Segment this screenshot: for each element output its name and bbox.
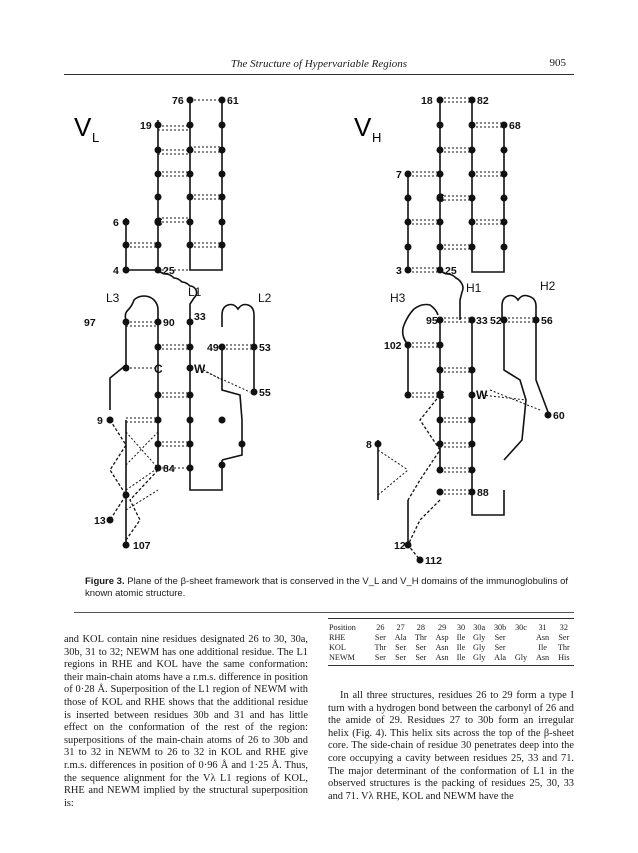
vl-res-6: 6 [113,217,119,229]
vl-trp: W [194,362,206,376]
vl-res-61: 61 [227,95,239,107]
vh-res-102: 102 [384,340,402,352]
table-cell: KOL [329,643,346,652]
table-header-cell: 30a [473,623,486,632]
beta-sheet-figure [0,75,638,575]
table-cell: Asn [535,653,550,662]
table-cell: RHE [329,633,346,642]
table-cell: Ile [456,653,466,662]
vh-res-8: 8 [366,439,372,451]
vh-cys-top: C [436,191,445,205]
table-cell: Ser [415,643,427,652]
vh-res-88: 88 [477,487,489,499]
vl-loop-L2: L2 [258,291,272,305]
table-cell: Asn [535,633,550,642]
vh-res-12: 12 [394,540,406,552]
table-cell [511,633,532,643]
table-row [328,633,574,643]
table-header-cell: 30 [456,623,466,632]
vh-domain-sub: H [372,130,382,145]
vh-res-7: 7 [396,169,402,181]
table-cell: His [558,653,570,662]
table-row [328,643,574,653]
vl-res-97: 97 [84,317,96,329]
vh-res-52: 52 [490,315,502,327]
table-cell: NEWM [329,653,355,662]
vl-res-55: 55 [259,387,271,399]
vh-res-18: 18 [421,95,433,107]
table-cell: Thr [414,633,427,642]
vl-res-19: 19 [140,120,152,132]
vh-res-95: 95 [426,315,438,327]
vh-loop-H2: H2 [540,279,556,293]
vh-res-68: 68 [509,120,521,132]
table-cell: Ile [538,643,547,652]
vl-res-4: 4 [113,265,119,277]
table-header-cell: 31 [538,623,547,632]
vl-cys-top: C [154,215,163,229]
table-header-cell: 26 [376,623,385,632]
vh-res-112: 112 [425,555,442,567]
table-cell: Ser [558,633,570,642]
vl-res-90: 90 [163,317,175,329]
vh-res-60: 60 [553,410,565,422]
table-cell: Ser [395,653,407,662]
table-cell: Ser [494,643,506,652]
page-number: 905 [549,57,566,69]
table-header-cell: 30b [493,623,507,632]
left-column-text: and KOL contain nine residues designated 26 to 30, 30a, 30b, 31 to 32; NEWM has one additional residue. The L1 regions in RHE and KOL have the same conformation: their main-chain atoms have a r.m.s. difference in position of 0·28 Å. Superposition of the L1 region of NEWM with those of KOL and RHE shows that the additional residue is inserted between residues 30b and 31 and has little effect on the conformation of the rest of the region: superpositions of the main-chain atoms of 26 to 30b and 31 to 32 in NEWM to 26 to 32 in KOL and RHE give r.m.s. differences in position of 0·96 Å and 1·25 Å. Thus, the sequence alignment for the Vλ L1 regions of KOL, RHE and NEWM implied by the structural superposition is: [64,634,308,809]
vh-res-3: 3 [396,265,402,277]
vl-res-76: 76 [172,95,184,107]
table-header-cell: 29 [437,623,447,632]
vl-domain-sub: L [92,130,100,145]
table-cell: Ile [456,643,466,652]
table-header-cell: 28 [416,623,425,632]
table-header-row [328,623,574,633]
table-top-rule [328,618,574,619]
table-bottom-rule [328,665,574,666]
vh-domain-label: V [354,112,372,142]
vl-res-107: 107 [133,540,151,552]
table-cell: Asn [435,643,449,652]
residue-table-block [328,618,574,666]
vl-res-25: 25 [163,265,175,277]
table-cell: Asn [435,653,449,662]
table-cell: Gly [473,643,486,652]
vh-trp: W [476,388,488,402]
table-header-cell: 27 [396,623,405,632]
table-row [328,653,574,663]
table-cell: Ile [456,633,466,642]
vh-loop-H3: H3 [390,291,406,305]
vl-loop-L1: L1 [188,285,202,299]
residue-table [328,623,574,663]
table-cell: Gly [473,653,486,662]
vh-res-82: 82 [477,95,489,107]
caption-rule [74,612,574,613]
caption-text: Plane of the β-sheet framework that is conserved in the V_L and V_H domains of the immunoglobulins of known atomic structure. [85,576,569,599]
table-header-cell: Position [329,623,356,632]
vh-res-56: 56 [541,315,553,327]
right-column-text: In all three structures, residues 26 to 29 form a type I turn with a hydrogen bond between the carbonyl of 26 and the amide of 29. Residues 27 to 30b form an irregular helix (Fig. 4). This helix sits across the top of the β-sheet core. The side-chain of residue 30 penetrates deep into the core occupying a cavity between residues 25, 33 and 71. The major determinant of the conformation of L1 in the observed structures is the packing of residues 25, 30, 33 and 71. Vλ RHE, KOL and NEWM have the [328,690,574,802]
table-cell [511,643,532,653]
vl-res-53: 53 [259,342,271,354]
table-cell: Ser [374,653,386,662]
table-cell: Asp [435,633,449,642]
table-cell: Gly [473,633,486,642]
vh-res-33: 33 [476,315,488,327]
vh-loop-H1: H1 [466,281,482,295]
vl-domain-label: V [74,112,92,142]
vh-res-25: 25 [445,265,457,277]
table-cell: Ala [494,653,506,662]
table-header-cell: 32 [559,623,568,632]
vl-res-49: 49 [207,342,219,354]
right-column [328,690,574,803]
table-cell: Thr [557,643,570,652]
vl-loop-L3: L3 [106,291,120,305]
table-cell: Ser [374,633,386,642]
vh-domain-diagram [354,95,565,567]
left-column [64,634,308,810]
caption-label: Figure 3. [85,576,125,587]
table-cell: Thr [374,643,387,652]
running-header: The Structure of Hypervariable Regions [230,58,408,70]
vl-res-9: 9 [97,415,103,427]
table-cell: Gly [514,653,528,662]
table-cell: Ala [394,633,407,642]
table-cell: Ser [494,633,506,642]
table-cell: Ser [415,653,427,662]
vl-domain-diagram [74,95,272,552]
table-header-cell: 30c [515,623,527,632]
table-cell: Ser [395,643,407,652]
vl-res-33: 33 [194,311,206,323]
vl-res-84: 84 [163,463,175,475]
figure-caption [85,576,571,600]
vl-res-13: 13 [94,515,106,527]
vh-cys-bottom: C [436,388,445,402]
vl-cys-bottom: C [154,362,163,376]
